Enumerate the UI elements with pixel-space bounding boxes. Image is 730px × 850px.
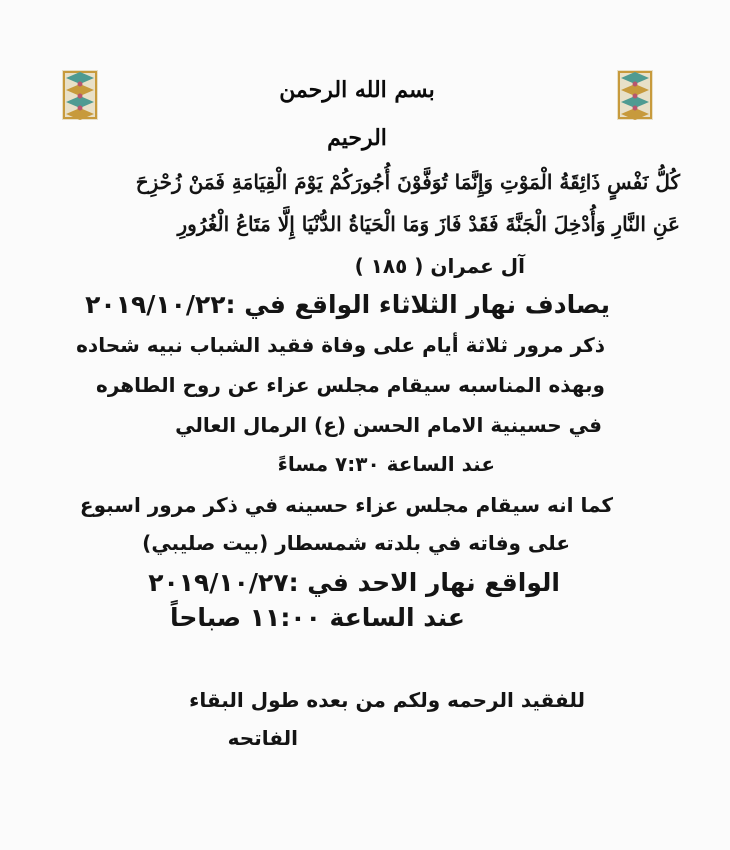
announcement-line-4: كما انه سيقام مجلس عزاء حسينه في ذكر مرور اسبوع bbox=[79, 493, 613, 517]
verse-line-1: كُلُّ نَفْسٍ ذَائِقَةُ الْمَوْتِ وَإِنَّمَا تُوَفَّوْنَ أُجُورَكُمْ يَوْمَ الْقِيَامَةِ فَمَنْ زُحْزِحَ bbox=[135, 170, 680, 194]
announcement-line-2: وبهذه المناسبه سيقام مجلس عزاء عن روح الطاهره bbox=[96, 373, 605, 397]
announcement-line-5: على وفاته في بلدته شمسطار (بيت صليبي) bbox=[142, 531, 570, 555]
fatiha-line: الفاتحه bbox=[227, 726, 298, 750]
announcement-line-1: ذكر مرور ثلاثة أيام على وفاة فقيد الشباب نبيه شحاده bbox=[76, 333, 605, 357]
date-line-1: يصادف نهار الثلاثاء الواقع في :٢٠١٩/١٠/٢٢ bbox=[85, 290, 610, 319]
verse-reference: آل عمران ( ١٨٥ ) bbox=[354, 254, 525, 278]
right-ornament-icon bbox=[617, 70, 653, 120]
basmala-calligraphy bbox=[262, 66, 452, 151]
time-line-1: عند الساعة ٧:٣٠ مساءً bbox=[277, 452, 495, 476]
date-line-2: الواقع نهار الاحد في :٢٠١٩/١٠/٢٧ bbox=[148, 568, 560, 597]
condolence-line: للفقيد الرحمه ولكم من بعده طول البقاء bbox=[189, 688, 585, 712]
verse-line-2: عَنِ النَّارِ وَأُدْخِلَ الْجَنَّةَ فَقَدْ فَازَ وَمَا الْحَيَاةُ الدُّنْيَا إِلَّا مَتَاعُ الْغُرُورِ bbox=[177, 212, 680, 236]
announcement-line-3: في حسينية الامام الحسن (ع) الرمال العالي bbox=[175, 413, 602, 437]
time-line-2: عند الساعة ١١:٠٠ صباحاً bbox=[169, 603, 465, 632]
left-ornament-icon bbox=[62, 70, 98, 120]
basmala-text: بسم الله الرحمن الرحيم bbox=[279, 77, 435, 151]
